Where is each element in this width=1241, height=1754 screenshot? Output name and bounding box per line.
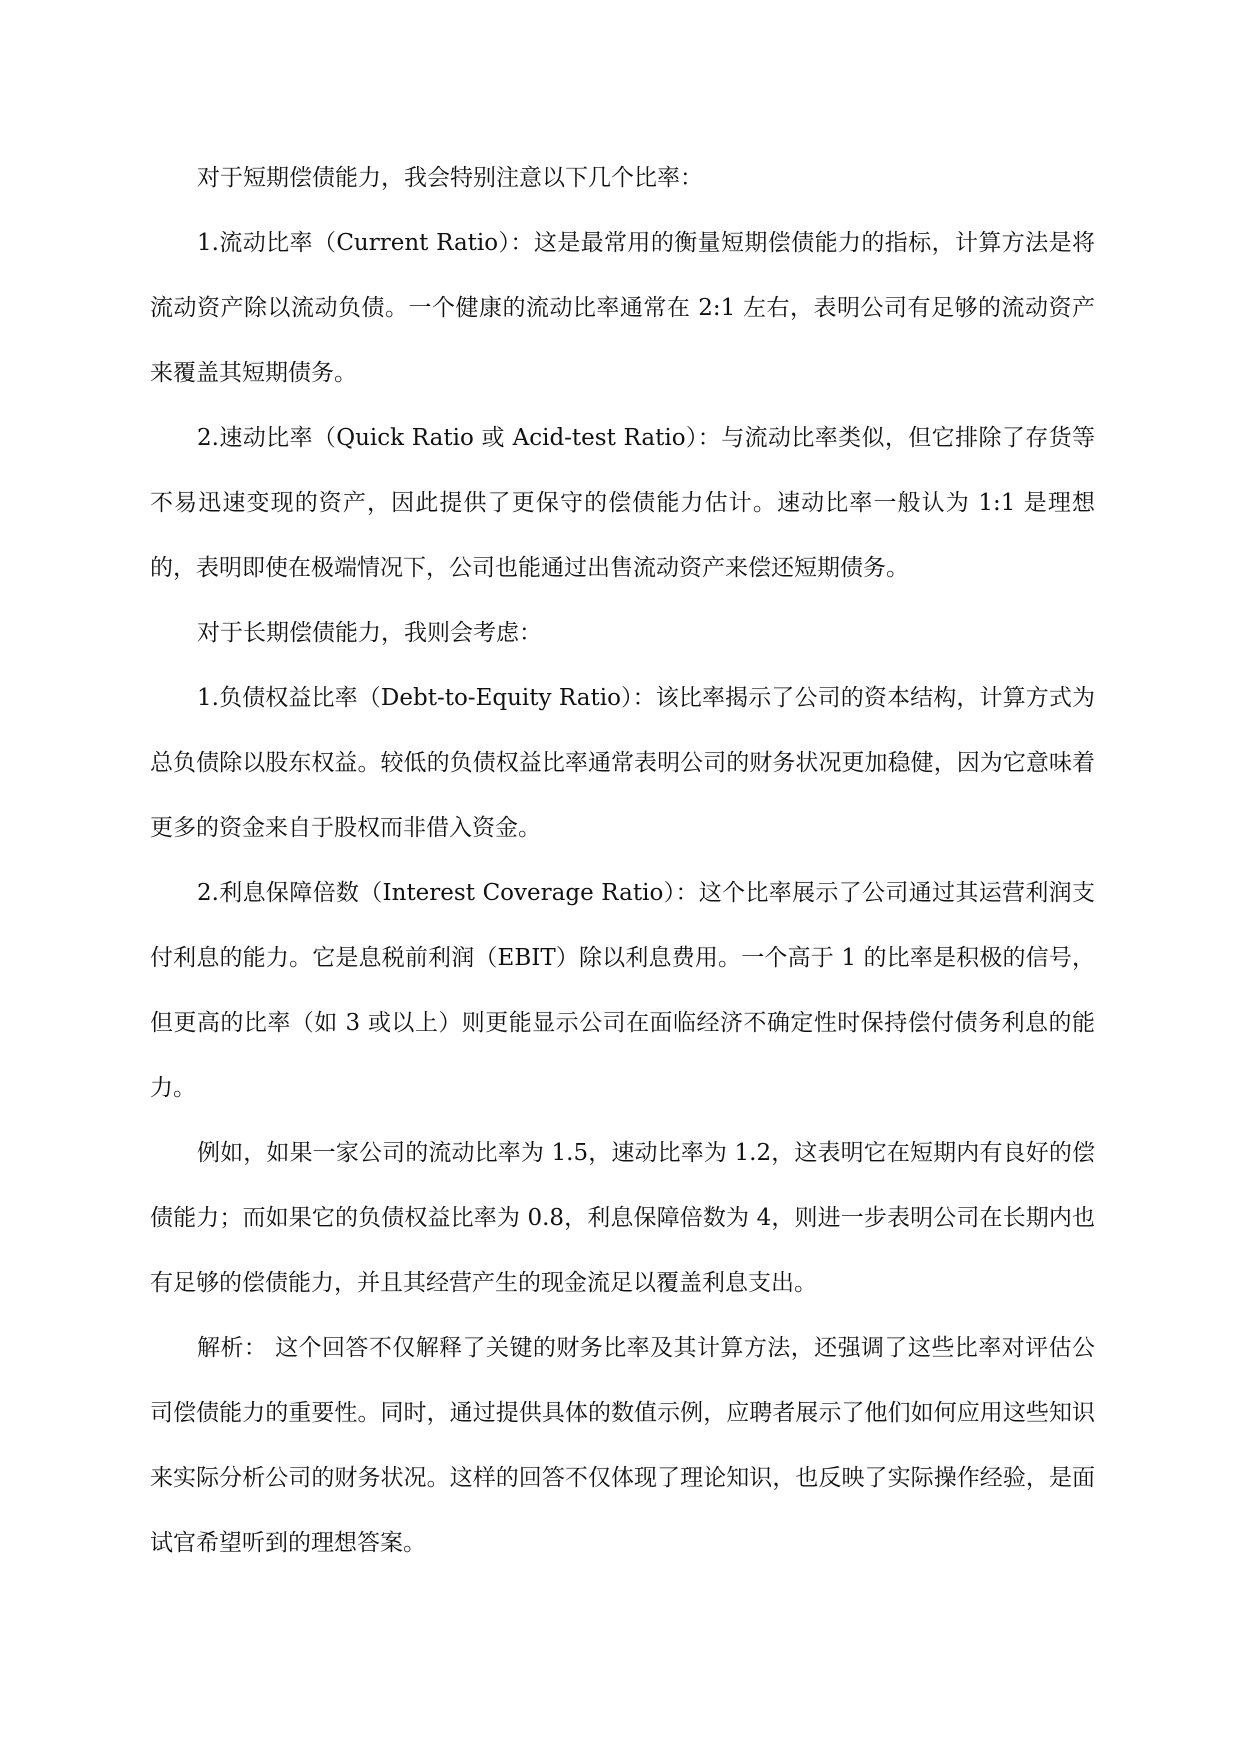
paragraph-example: 例如，如果一家公司的流动比率为 1.5，速动比率为 1.2，这表明它在短期内有良好的偿债能力；而如果它的负债权益比率为 0.8，利息保障倍数为 4，则进一步表明公司在长期内也有足够的偿债能力，并且其经营产生的现金流足以覆盖利息支出。 <box>150 1140 1095 1296</box>
paragraph-quick-ratio: 2.速动比率（Quick Ratio 或 Acid-test Ratio）：与流动比率类似，但它排除了存货等不易迅速变现的资产，因此提供了更保守的偿债能力估计。速动比率一般认为 1:1 是理想的，表明即使在极端情况下，公司也能通过出售流动资产来偿还短期债务。 <box>150 425 1095 581</box>
paragraph-short-term-intro: 对于短期偿债能力，我会特别注意以下几个比率： <box>197 165 703 191</box>
paragraph-debt-to-equity: 1.负债权益比率（Debt-to-Equity Ratio）：该比率揭示了公司的资本结构，计算方式为总负债除以股东权益。较低的负债权益比率通常表明公司的财务状况更加稳健，因为它意味着更多的资金来自于股权而非借入资金。 <box>150 685 1095 841</box>
paragraph-long-term-intro: 对于长期偿债能力，我则会考虑： <box>197 620 542 646</box>
paragraph-analysis: 解析： 这个回答不仅解释了关键的财务比率及其计算方法，还强调了这些比率对评估公司偿债能力的重要性。同时，通过提供具体的数值示例，应聘者展示了他们如何应用这些知识来实际分析公司的财务状况。这样的回答不仅体现了理论知识，也反映了实际操作经验，是面试官希望听到的理想答案。 <box>150 1335 1095 1556</box>
paragraph-interest-coverage: 2.利息保障倍数（Interest Coverage Ratio）：这个比率展示了公司通过其运营利润支付利息的能力。它是息税前利润（EBIT）除以利息费用。一个高于 1 的比率是积极的信号，但更高的比率（如 3 或以上）则更能显示公司在面临经济不确定性时保持偿付债务利息的能力。 <box>150 880 1095 1101</box>
document-body <box>150 146 1095 1576</box>
paragraph-current-ratio: 1.流动比率（Current Ratio）：这是最常用的衡量短期偿债能力的指标，计算方法是将流动资产除以流动负债。一个健康的流动比率通常在 2:1 左右，表明公司有足够的流动资产来覆盖其短期债务。 <box>150 230 1095 386</box>
